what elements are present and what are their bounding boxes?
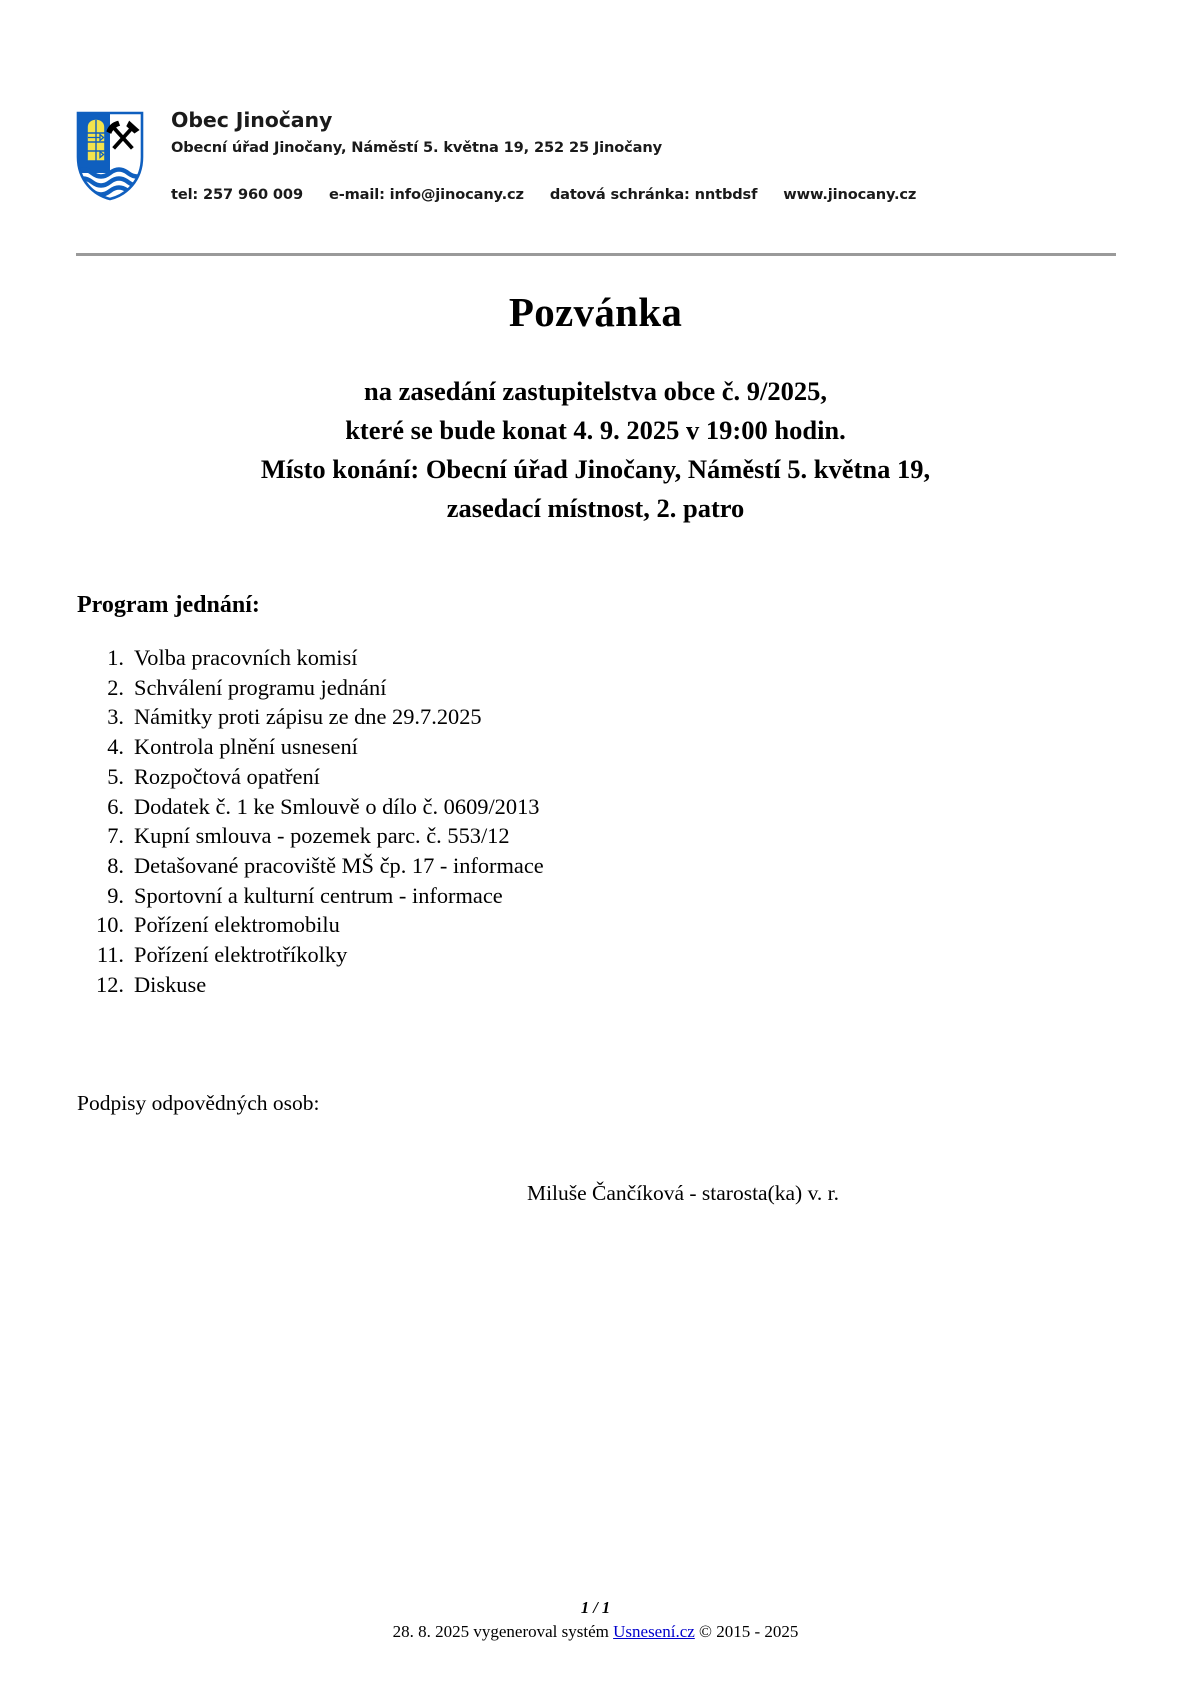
list-item bbox=[77, 910, 977, 940]
list-item-number: 12. bbox=[96, 971, 124, 997]
list-item-number: 2. bbox=[107, 674, 124, 700]
header-divider bbox=[76, 253, 1116, 256]
list-item-number: 11. bbox=[96, 942, 124, 968]
list-item-label: Kupní smlouva - pozemek parc. č. 553/12 bbox=[134, 823, 510, 849]
list-item bbox=[77, 792, 977, 822]
organization-address: Obecní úřad Jinočany, Náměstí 5. května 19, 252 25 Jinočany bbox=[171, 138, 662, 156]
contact-website: www.jinocany.cz bbox=[783, 185, 917, 203]
footer-generated-prefix: 28. 8. 2025 vygeneroval systém bbox=[392, 1622, 614, 1642]
jinocany-coat-of-arms-icon bbox=[76, 111, 144, 201]
contact-phone: tel: 257 960 009 bbox=[171, 185, 303, 203]
list-item bbox=[77, 821, 977, 851]
page-footer bbox=[0, 1597, 1191, 1645]
document-subtitle bbox=[116, 372, 1076, 528]
footer-generated-suffix: © 2015 - 2025 bbox=[694, 1622, 799, 1642]
list-item-label: Dodatek č. 1 ke Smlouvě o dílo č. 0609/2013 bbox=[134, 793, 540, 819]
list-item-label: Volba pracovních komisí bbox=[134, 645, 358, 670]
agenda-heading: Program jednání: bbox=[77, 592, 260, 618]
list-item-label: Detašované pracoviště MŠ čp. 17 - informace bbox=[134, 852, 544, 878]
list-item-label: Rozpočtová opatření bbox=[134, 763, 320, 789]
letterhead bbox=[76, 108, 1116, 203]
list-item-number: 6. bbox=[107, 793, 124, 819]
organization-name: Obec Jinočany bbox=[171, 108, 333, 132]
list-item-label: Kontrola plnění usnesení bbox=[134, 734, 358, 760]
list-item bbox=[77, 732, 977, 762]
list-item bbox=[77, 881, 977, 911]
list-item bbox=[77, 643, 977, 673]
usneseni-cz-link[interactable]: Usnesení.cz bbox=[613, 1622, 695, 1642]
subtitle-line: Místo konání: Obecní úřad Jinočany, Náměstí 5. května 19, bbox=[260, 453, 931, 484]
signatures-label: Podpisy odpovědných osob: bbox=[77, 1091, 320, 1115]
list-item-number: 4. bbox=[107, 734, 124, 760]
list-item-number: 1. bbox=[107, 645, 124, 670]
list-item-label: Schválení programu jednání bbox=[134, 674, 387, 700]
letterhead-text bbox=[171, 108, 1116, 203]
list-item bbox=[77, 673, 977, 703]
organization-contacts bbox=[171, 186, 1116, 203]
list-item bbox=[77, 762, 977, 792]
list-item bbox=[77, 970, 977, 1000]
contact-email: e-mail: info@jinocany.cz bbox=[328, 185, 524, 203]
subtitle-line: které se bude konat 4. 9. 2025 v 19:00 hodin. bbox=[345, 414, 846, 445]
list-item bbox=[77, 702, 977, 732]
page-title: Pozvánka bbox=[508, 289, 683, 335]
subtitle-line: zasedací místnost, 2. patro bbox=[446, 492, 745, 523]
list-item-label: Sportovní a kulturní centrum - informace bbox=[134, 882, 503, 908]
page-number: 1 / 1 bbox=[580, 1598, 611, 1617]
list-item-label: Pořízení elektrotříkolky bbox=[134, 942, 348, 968]
list-item bbox=[77, 851, 977, 881]
list-item-number: 7. bbox=[107, 823, 124, 849]
list-item-number: 10. bbox=[96, 912, 124, 938]
list-item-number: 3. bbox=[107, 704, 124, 730]
subtitle-line: na zasedání zastupitelstva obce č. 9/2025, bbox=[364, 376, 827, 406]
contact-data-box: datová schránka: nntbdsf bbox=[549, 185, 758, 203]
list-item-number: 5. bbox=[107, 763, 124, 789]
list-item-label: Pořízení elektromobilu bbox=[134, 912, 340, 938]
footer-generated-note bbox=[0, 1620, 1191, 1645]
list-item-label: Námitky proti zápisu ze dne 29.7.2025 bbox=[134, 704, 482, 730]
signature-signer: Miluše Čančíková - starosta(ka) v. r. bbox=[526, 1181, 840, 1205]
list-item-label: Diskuse bbox=[134, 971, 207, 997]
agenda-list bbox=[77, 643, 977, 999]
list-item bbox=[77, 940, 977, 970]
list-item-number: 9. bbox=[107, 882, 124, 908]
list-item-number: 8. bbox=[107, 852, 124, 878]
